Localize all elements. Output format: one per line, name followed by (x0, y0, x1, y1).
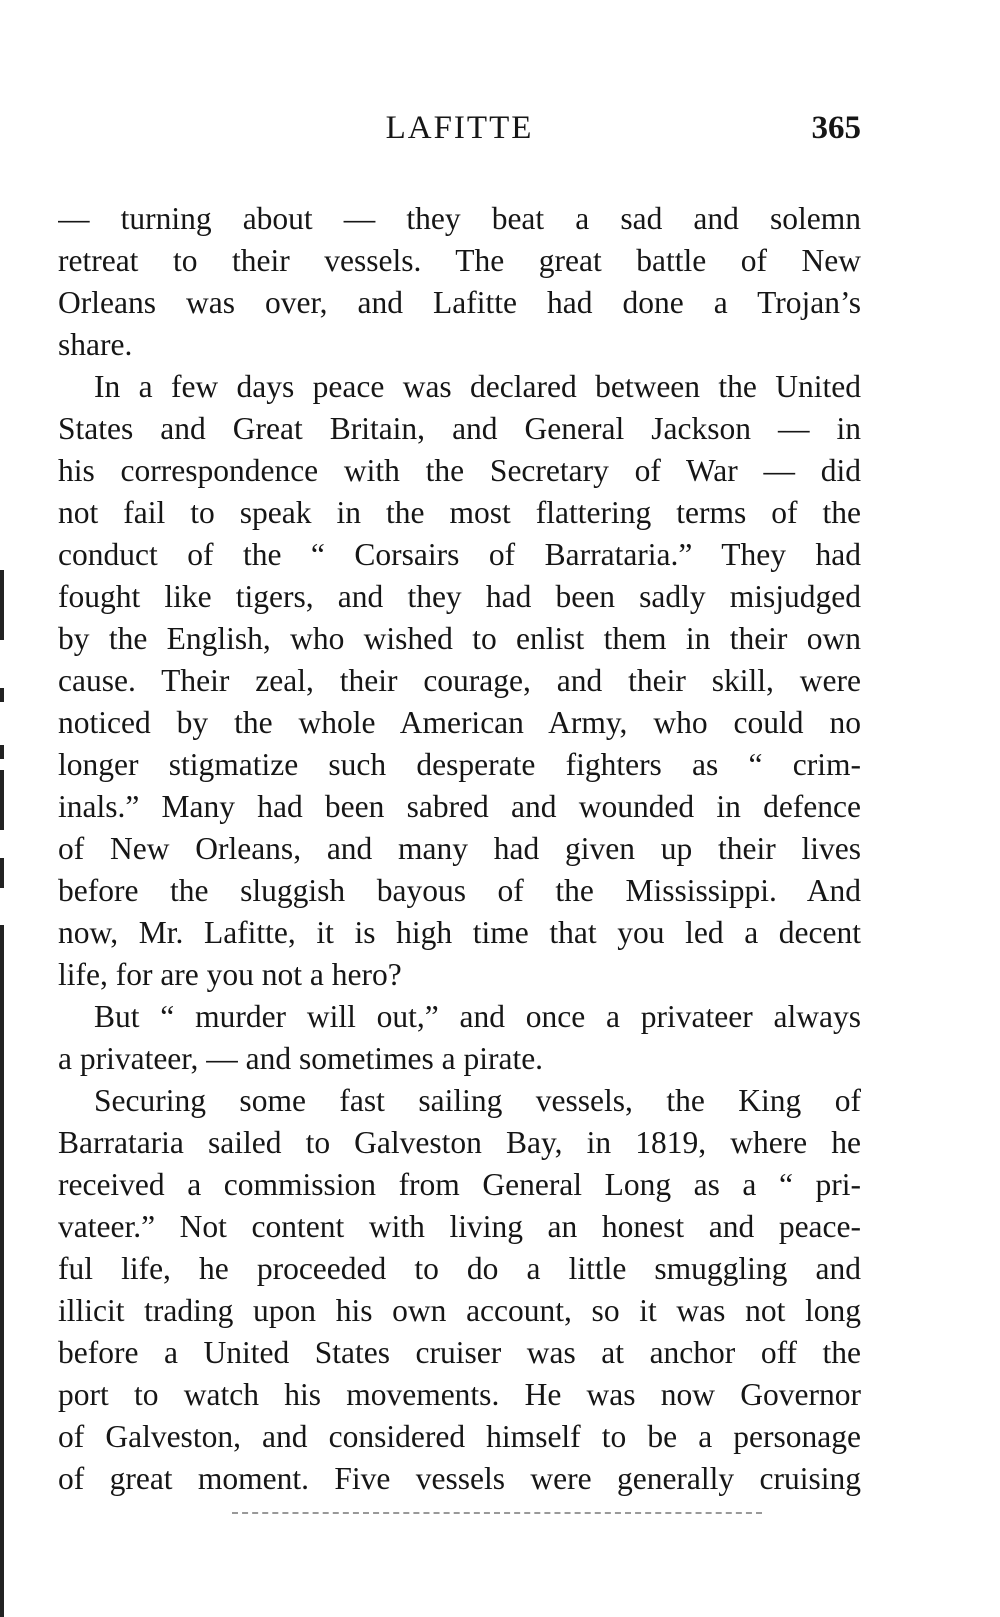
text-line: received a commission from General Long as a “ pri- (58, 1167, 861, 1202)
text-line: States and Great Britain, and General Jackson — in (58, 411, 861, 446)
text-line: noticed by the whole American Army, who could no (58, 705, 861, 740)
text-line: of Galveston, and considered himself to be a personage (58, 1419, 861, 1454)
next-line-trace (232, 1512, 762, 1518)
text-line: now, Mr. Lafitte, it is high time that you led a decent (58, 915, 861, 950)
text-line: conduct of the “ Corsairs of Barrataria.” They had (58, 537, 861, 572)
text-line: illicit trading upon his own account, so it was not long (58, 1293, 861, 1328)
text-line: cause. Their zeal, their courage, and their skill, were (58, 663, 861, 698)
text-line: But “ murder will out,” and once a privateer always (94, 999, 861, 1034)
text-line: ful life, he proceeded to do a little smuggling and (58, 1251, 861, 1286)
text-line: inals.” Many had been sabred and wounded in defence (58, 789, 861, 824)
text-line: a privateer, — and sometimes a pirate. (58, 1041, 544, 1076)
text-line: of great moment. Five vessels were generally cruising (58, 1461, 861, 1496)
text-line: not fail to speak in the most flattering terms of the (58, 495, 861, 530)
scan-edge-marks (0, 0, 14, 1617)
body-text (58, 198, 861, 1500)
running-head (58, 104, 861, 154)
text-line: vateer.” Not content with living an honest and peace- (58, 1209, 861, 1244)
text-line: fought like tigers, and they had been sadly misjudged (58, 579, 861, 614)
text-line: longer stigmatize such desperate fighters as “ crim- (58, 747, 861, 782)
text-line: by the English, who wished to enlist them in their own (58, 621, 861, 656)
text-line: port to watch his movements. He was now Governor (58, 1377, 861, 1412)
text-line: share. (58, 327, 133, 362)
page-number: 365 (811, 110, 861, 146)
text-line: — turning about — they beat a sad and solemn (58, 201, 861, 236)
text-line: Securing some fast sailing vessels, the King of (94, 1083, 861, 1118)
text-line: Orleans was over, and Lafitte had done a Trojan’s (58, 285, 861, 320)
text-line: In a few days peace was declared between the United (94, 369, 861, 404)
text-line: before the sluggish bayous of the Mississippi. And (58, 873, 861, 908)
text-line: Barrataria sailed to Galveston Bay, in 1819, where he (58, 1125, 861, 1160)
chapter-title: LAFITTE (385, 110, 534, 146)
text-line: of New Orleans, and many had given up their lives (58, 831, 861, 866)
text-line: his correspondence with the Secretary of War — did (58, 453, 861, 488)
text-line: before a United States cruiser was at anchor off the (58, 1335, 861, 1370)
text-line: life, for are you not a hero? (58, 957, 402, 992)
text-line: retreat to their vessels. The great battle of New (58, 243, 861, 278)
